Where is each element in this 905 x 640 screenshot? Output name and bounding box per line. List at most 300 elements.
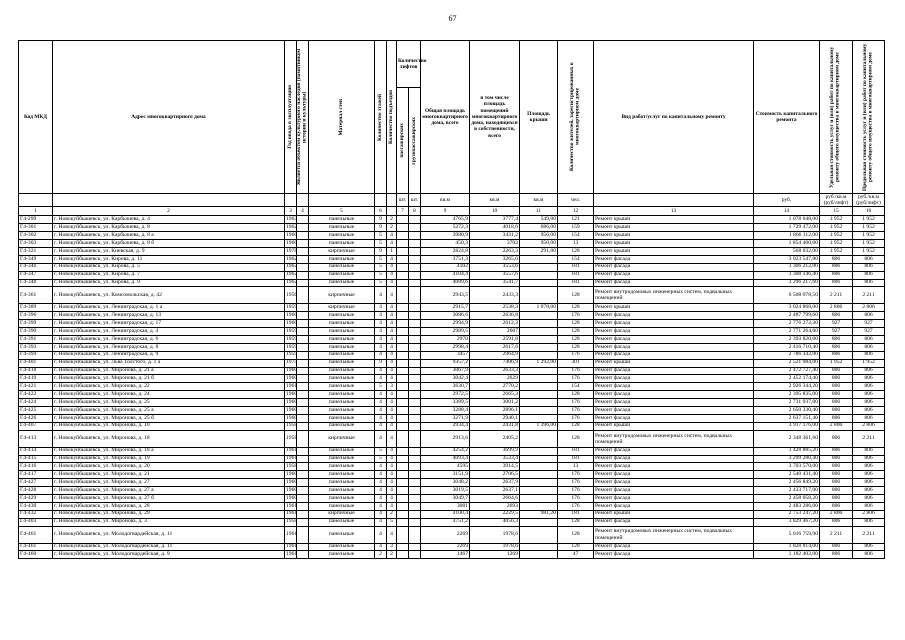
header-address: Адрес многоквартирного дома <box>53 41 285 194</box>
cell-unit-cost: 806 <box>820 279 853 287</box>
cell-lifts-cargo <box>409 543 421 551</box>
cell-address: г. Новокуйбышевск, ул. Комсомольская, д. 42 <box>53 287 285 304</box>
cell-material: кирпичные <box>309 430 375 447</box>
cell-residents: 13 <box>558 240 594 248</box>
cell-owned-area: 3777,4 <box>470 216 520 224</box>
table-row <box>19 224 885 232</box>
cell-material: панельные <box>309 224 375 232</box>
cell-entrances: 4 <box>387 240 397 248</box>
cell-floors: 4 <box>375 335 387 343</box>
table-row <box>19 447 885 455</box>
cell-lifts-pass <box>397 543 409 551</box>
table-row <box>19 422 885 430</box>
cell-unit-cost: 2 806 <box>820 510 853 518</box>
column-number: 14 <box>754 207 820 216</box>
cell-code: Г4-348 <box>19 279 53 287</box>
cell-entrances: 4 <box>387 343 397 351</box>
cell-owned-area: 2591,8 <box>470 335 520 343</box>
cell-cost: 3 306 212,00 <box>754 263 820 271</box>
cell-year: 1960 <box>286 375 298 382</box>
cell-year: 1961 <box>286 510 298 517</box>
cell-entrances: 4 <box>387 422 397 430</box>
cell-heritage <box>297 216 309 224</box>
cell-lifts-pass <box>397 328 409 336</box>
cell-lifts-pass <box>397 510 409 518</box>
cell-year: 1959 <box>286 327 298 334</box>
cell-floors: 9 <box>375 216 387 224</box>
cell-address: г. Новокуйбышевск, ул. Кирова, д. 7 <box>53 271 285 279</box>
cell-heritage <box>297 263 309 271</box>
cell-cost: 1 866 112,00 <box>754 232 820 240</box>
cell-material: панельные <box>309 359 375 367</box>
cell-lifts-pass <box>397 320 409 328</box>
cell-work-type: Ремонт фасада <box>594 518 754 526</box>
cell-unit-cost: 806 <box>820 343 853 351</box>
cell-lifts-pass <box>397 240 409 248</box>
cell-year: 1975 <box>286 359 298 366</box>
cell-address: г. Новокуйбышевск, ул. Миронова, д. 3 <box>53 518 285 526</box>
cell-entrances: 4 <box>387 279 397 287</box>
cell-total-area: 4089,6 <box>421 279 470 287</box>
cell-year: 1959 <box>286 335 298 342</box>
cell-unit-cost: 806 <box>820 479 853 487</box>
table-row <box>19 487 885 495</box>
unit-roof-area: кв.м <box>520 194 558 207</box>
cell-floors: 4 <box>375 479 387 487</box>
cell-floors: 4 <box>375 304 387 312</box>
cell-heritage <box>297 399 309 407</box>
cell-roof-area <box>520 447 558 455</box>
cell-heritage <box>297 287 309 304</box>
cell-roof-area <box>520 351 558 359</box>
cell-floors: 4 <box>375 351 387 359</box>
cell-work-type: Ремонт фасада <box>594 414 754 422</box>
cell-lifts-pass <box>397 471 409 479</box>
cell-year: 1960 <box>286 231 298 238</box>
cell-owned-area: 2229,5 <box>470 510 520 518</box>
cell-max-cost: 2 211 <box>853 287 885 304</box>
cell-total-area: 3389,5 <box>421 399 470 407</box>
table-row <box>19 430 885 447</box>
cell-floors: 4 <box>375 463 387 471</box>
cell-work-type: Ремонт крыши <box>594 216 754 224</box>
cell-total-area: 2824,8 <box>421 247 470 255</box>
unit-total-area: кв.м <box>421 194 470 207</box>
cell-cost: 1 854 400,00 <box>754 240 820 248</box>
cell-unit-cost: 806 <box>820 414 853 422</box>
cell-material: кирпичные <box>309 304 375 312</box>
column-number: 15 <box>820 207 853 216</box>
cell-code: Г4-390 <box>19 328 53 336</box>
cell-work-type: Ремонт фасада <box>594 463 754 471</box>
cell-lifts-cargo <box>409 312 421 320</box>
cell-entrances: 4 <box>387 463 397 471</box>
cell-max-cost: 806 <box>853 551 885 559</box>
cell-max-cost: 806 <box>853 271 885 279</box>
table-row <box>19 367 885 375</box>
cell-lifts-cargo <box>409 551 421 559</box>
cell-work-type: Ремонт крыши <box>594 232 754 240</box>
cell-roof-area <box>520 479 558 487</box>
cell-max-cost: 2 211 <box>853 526 885 543</box>
cell-total-area: 4765,9 <box>421 216 470 224</box>
cell-roof-area <box>520 518 558 526</box>
cell-code: Г4-415 <box>19 455 53 463</box>
cell-cost: 2 458 058,20 <box>754 495 820 503</box>
cell-address: г. Новокуйбышевск, ул. Миронова, д. 27 <box>53 479 285 487</box>
cell-work-type: Ремонт внутридомовых инженерных систем, подвальных помещений <box>594 430 754 447</box>
table-row <box>19 312 885 320</box>
cell-heritage <box>297 343 309 351</box>
cell-lifts-cargo <box>409 287 421 304</box>
cell-material: панельные <box>309 543 375 551</box>
cell-cost: 1 078 648,00 <box>754 216 820 224</box>
column-number: 12 <box>558 207 594 216</box>
cell-owned-area: 4056,3 <box>470 518 520 526</box>
cell-work-type: Ремонт фасада <box>594 343 754 351</box>
cell-roof-area <box>520 430 558 447</box>
cell-entrances: 2 <box>387 224 397 232</box>
cell-code: Г4-301 <box>19 224 53 232</box>
cell-residents: 176 <box>558 414 594 422</box>
cell-entrances: 4 <box>387 391 397 399</box>
cell-cost: 3 023 547,80 <box>754 255 820 263</box>
cell-code: Г4-389 <box>19 304 53 312</box>
cell-address: г. Новокуйбышевск, ул. Ленинградская, д. 8 <box>53 343 285 351</box>
cell-cost: 3 308 146,40 <box>754 271 820 279</box>
cell-roof-area <box>520 414 558 422</box>
header-max-cost: Предельная стоимость услуг и (или) работ по капитальному ремонту общего имущества в многоквартирном доме <box>853 41 885 194</box>
cell-cost: 3 703 570,00 <box>754 463 820 471</box>
table-row <box>19 263 885 271</box>
cell-unit-cost: 806 <box>820 351 853 359</box>
cell-total-area: 2269 <box>421 526 470 543</box>
cell-total-area: 3630,7 <box>421 383 470 391</box>
cell-year: 1959 <box>286 304 298 311</box>
cell-lifts-cargo <box>409 526 421 543</box>
cell-entrances: 4 <box>387 495 397 503</box>
cell-residents: 128 <box>558 391 594 399</box>
cell-address: г. Новокуйбышевск, ул. Миронова, д. 22 <box>53 383 285 391</box>
cell-work-type: Ремонт крыши <box>594 224 754 232</box>
cell-residents: 176 <box>558 375 594 383</box>
cell-owned-area: 2617,6 <box>470 343 520 351</box>
cell-lifts-pass <box>397 407 409 415</box>
cell-max-cost: 806 <box>853 518 885 526</box>
cell-material: панельные <box>309 526 375 543</box>
cell-total-area: 4595 <box>421 463 470 471</box>
cell-cost: 3 428 885,20 <box>754 447 820 455</box>
cell-total-area: 3067,9 <box>421 367 470 375</box>
cell-roof-area <box>520 255 558 263</box>
table-row <box>19 479 885 487</box>
cell-lifts-cargo <box>409 255 421 263</box>
cell-address: г. Новокуйбышевск, ул. Карбышева, д. 8 а <box>53 232 285 240</box>
cell-heritage <box>297 502 309 510</box>
cell-unit-cost: 806 <box>820 407 853 415</box>
cell-total-area: 4100,4 <box>421 510 470 518</box>
column-number: 8 <box>409 207 421 216</box>
cell-material: панельные <box>309 343 375 351</box>
cell-material: панельные <box>309 351 375 359</box>
cell-lifts-pass <box>397 375 409 383</box>
cell-address: г. Новокуйбышевск, ул. Миронова, д. 27 б <box>53 495 285 503</box>
header-owned-area: в том числе площадь помещений многоквартирного дома, находящихся в собственности, всего <box>470 41 520 194</box>
cell-lifts-pass <box>397 518 409 526</box>
cell-floors: 5 <box>375 383 387 391</box>
cell-unit-cost: 806 <box>820 463 853 471</box>
cell-code: Г4-425 <box>19 407 53 415</box>
unit-entrances <box>387 194 397 207</box>
cell-heritage <box>297 422 309 430</box>
cell-code: Г4-417 <box>19 471 53 479</box>
unit-lifts-cargo: шт. <box>409 194 421 207</box>
cell-heritage <box>297 526 309 543</box>
cell-work-type: Ремонт фасада <box>594 543 754 551</box>
header-total-area: Общая площадь многоквартирного дома, всего <box>421 41 470 194</box>
cell-work-type: Ремонт крыши <box>594 304 754 312</box>
cell-total-area: 2934,4 <box>421 422 470 430</box>
cell-residents: 176 <box>558 351 594 359</box>
cell-heritage <box>297 471 309 479</box>
cell-lifts-pass <box>397 383 409 391</box>
cell-work-type: Ремонт фасада <box>594 263 754 271</box>
cell-work-type: Ремонт фасада <box>594 502 754 510</box>
cell-lifts-cargo <box>409 247 421 255</box>
cell-code: Г4-427 <box>19 479 53 487</box>
table-row <box>19 543 885 551</box>
cell-cost: 2 786 342,00 <box>754 351 820 359</box>
cell-total-area: 4254,2 <box>421 447 470 455</box>
cell-unit-cost: 1 952 <box>820 232 853 240</box>
cell-total-area: 4751,2 <box>421 518 470 526</box>
cell-lifts-cargo <box>409 479 421 487</box>
table-row <box>19 287 885 304</box>
cell-lifts-cargo <box>409 328 421 336</box>
cell-roof-area: 1 396,00 <box>520 422 558 430</box>
table-row <box>19 383 885 391</box>
cell-entrances: 4 <box>387 407 397 415</box>
column-number: 6 <box>375 207 387 216</box>
cell-code: Г4-422 <box>19 391 53 399</box>
cell-total-area: 3048,2 <box>421 479 470 487</box>
cell-unit-cost: 1 952 <box>820 216 853 224</box>
cell-owned-area: 2263,3 <box>470 247 520 255</box>
cell-floors: 4 <box>375 375 387 383</box>
cell-residents: 128 <box>558 543 594 551</box>
cell-address: г. Новокуйбышевск, ул. Карбышева, д. 8 <box>53 224 285 232</box>
unit-max-cost: руб./кв.м (руб/лифт) <box>853 194 885 207</box>
cell-address: г. Новокуйбышевск, ул. Ленинградская, д. 17 <box>53 320 285 328</box>
cell-work-type: Ремонт крыши <box>594 359 754 367</box>
cell-material: панельные <box>309 407 375 415</box>
cell-year: 1961 <box>286 543 298 550</box>
cell-owned-area: 1978,6 <box>470 526 520 543</box>
cell-residents: 176 <box>558 407 594 415</box>
unit-work-type <box>594 194 754 207</box>
column-number: 11 <box>520 207 558 216</box>
cell-max-cost: 1 952 <box>853 232 885 240</box>
cell-residents: 154 <box>558 232 594 240</box>
cell-lifts-cargo <box>409 383 421 391</box>
cell-entrances: 4 <box>387 328 397 336</box>
cell-entrances: 2 <box>387 551 397 559</box>
cell-lifts-pass <box>397 287 409 304</box>
cell-address: г. Новокуйбышевск, ул. Миронова, д. 21 а <box>53 367 285 375</box>
cell-heritage <box>297 335 309 343</box>
header-code: Код МКД <box>19 41 53 194</box>
cell-year: 1961 <box>286 502 298 509</box>
cell-work-type: Ремонт фасада <box>594 255 754 263</box>
cell-owned-area: 2770,2 <box>470 383 520 391</box>
cell-roof-area: 1 292,00 <box>520 359 558 367</box>
cell-material: панельные <box>309 335 375 343</box>
cell-residents: 181 <box>558 455 594 463</box>
table-row <box>19 335 885 343</box>
table-row <box>19 216 885 224</box>
cell-total-area: 3457 <box>421 351 470 359</box>
cell-lifts-pass <box>397 399 409 407</box>
cell-owned-area: 2636,8 <box>470 312 520 320</box>
cell-lifts-cargo <box>409 463 421 471</box>
header-material: Материал стен <box>309 41 375 194</box>
cell-lifts-cargo <box>409 240 421 248</box>
cell-residents: 47 <box>558 551 594 559</box>
cell-cost: 2 393 820,00 <box>754 335 820 343</box>
cell-year: 1962 <box>286 255 298 262</box>
cell-roof-area: 686,00 <box>520 224 558 232</box>
cell-code: Г4-346 <box>19 263 53 271</box>
cell-heritage <box>297 430 309 447</box>
cell-max-cost: 927 <box>853 320 885 328</box>
cell-address: г. Новокуйбышевск, ул. Льва Толстого, д. 1 а <box>53 359 285 367</box>
column-number: 16 <box>853 207 885 216</box>
cell-max-cost: 806 <box>853 375 885 383</box>
cell-roof-area <box>520 526 558 543</box>
cell-owned-area: 3265,6 <box>470 255 520 263</box>
cell-heritage <box>297 312 309 320</box>
cell-max-cost: 806 <box>853 487 885 495</box>
cell-code: Г4-361 <box>19 287 53 304</box>
header-work-type: Вид работ/услуг по капитальному ремонту <box>594 41 754 194</box>
cell-residents: 181 <box>558 279 594 287</box>
cell-year: 1958 <box>286 463 298 470</box>
cell-floors: 4 <box>375 430 387 447</box>
cell-owned-area: 4018,6 <box>470 224 520 232</box>
cell-code: Г4-347 <box>19 271 53 279</box>
column-number: 9 <box>421 207 470 216</box>
cell-total-area: 2915,7 <box>421 304 470 312</box>
cell-lifts-pass <box>397 359 409 367</box>
cell-address: г. Новокуйбышевск, ул. Миронова, д. 19 <box>53 455 285 463</box>
cell-lifts-pass <box>397 247 409 255</box>
cell-cost: 1 182 402,00 <box>754 551 820 559</box>
cell-entrances: 4 <box>387 375 397 383</box>
cell-total-area: 4102 <box>421 263 470 271</box>
cell-material: панельные <box>309 240 375 248</box>
cell-lifts-pass <box>397 255 409 263</box>
cell-material: панельные <box>309 216 375 224</box>
cell-total-area: 3271,9 <box>421 414 470 422</box>
table-row <box>19 375 885 383</box>
cell-material: панельные <box>309 422 375 430</box>
cell-cost: 2 433 717,00 <box>754 487 820 495</box>
cell-year: 1961 <box>286 551 298 558</box>
cell-code: Г4-461 <box>19 526 53 543</box>
column-number: 13 <box>594 207 754 216</box>
table-row <box>19 463 885 471</box>
table-row <box>19 240 885 248</box>
cell-lifts-pass <box>397 414 409 422</box>
cell-lifts-cargo <box>409 502 421 510</box>
capital-repair-table <box>18 40 885 559</box>
cell-lifts-cargo <box>409 232 421 240</box>
cell-residents: 181 <box>558 447 594 455</box>
table-row <box>19 351 885 359</box>
column-number: 3 <box>285 207 297 216</box>
cell-unit-cost: 806 <box>820 543 853 551</box>
cell-roof-area <box>520 391 558 399</box>
cell-max-cost: 806 <box>853 479 885 487</box>
cell-residents: 176 <box>558 479 594 487</box>
cell-entrances: 3 <box>387 543 397 551</box>
cell-code: Г4-429 <box>19 495 53 503</box>
cell-max-cost: 2 211 <box>853 430 885 447</box>
cell-total-area: 2994,9 <box>421 320 470 328</box>
cell-floors: 5 <box>375 279 387 287</box>
cell-total-area: 3288,4 <box>421 407 470 415</box>
cell-code: Г4-461 <box>19 543 53 551</box>
cell-unit-cost: 2 211 <box>820 526 853 543</box>
cell-total-area: 2943,5 <box>421 287 470 304</box>
cell-heritage <box>297 359 309 367</box>
cell-work-type: Ремонт фасада <box>594 479 754 487</box>
cell-cost: 2 472 727,40 <box>754 367 820 375</box>
cell-cost: 1 729 472,00 <box>754 224 820 232</box>
cell-total-area: 9357,2 <box>421 359 470 367</box>
cell-entrances: 4 <box>387 455 397 463</box>
cell-address: г. Новокуйбышевск, ул. Ленинградская, д. 6 <box>53 335 285 343</box>
cell-owned-area: 2964,9 <box>470 351 520 359</box>
cell-residents: 128 <box>558 422 594 430</box>
cell-max-cost: 1 952 <box>853 247 885 255</box>
cell-heritage <box>297 255 309 263</box>
cell-total-area: 4104,4 <box>421 271 470 279</box>
unit-heritage <box>297 194 309 207</box>
header-residents: Количество жителей, зарегистрированных в многоквартирном доме <box>558 41 594 194</box>
cell-heritage <box>297 328 309 336</box>
cell-owned-area: 3699,9 <box>470 447 520 455</box>
cell-total-area: 3751,3 <box>421 255 470 263</box>
table-row <box>19 510 885 518</box>
cell-lifts-cargo <box>409 343 421 351</box>
unit-floors <box>375 194 387 207</box>
cell-owned-area: 2896,1 <box>470 407 520 415</box>
cell-total-area: 3049,7 <box>421 495 470 503</box>
cell-lifts-pass <box>397 351 409 359</box>
cell-year: 1960 <box>286 239 298 246</box>
unit-owned-area: кв.м <box>470 194 520 207</box>
cell-floors: 4 <box>375 328 387 336</box>
cell-total-area: 2972,5 <box>421 391 470 399</box>
cell-unit-cost: 806 <box>820 375 853 383</box>
cell-year: 1960 <box>286 486 298 493</box>
cell-residents: 128 <box>558 247 594 255</box>
cell-unit-cost: 1 952 <box>820 224 853 232</box>
cell-heritage <box>297 224 309 232</box>
header-roof-area: Площадь крыши <box>520 41 558 194</box>
cell-work-type: Ремонт крыши <box>594 240 754 248</box>
